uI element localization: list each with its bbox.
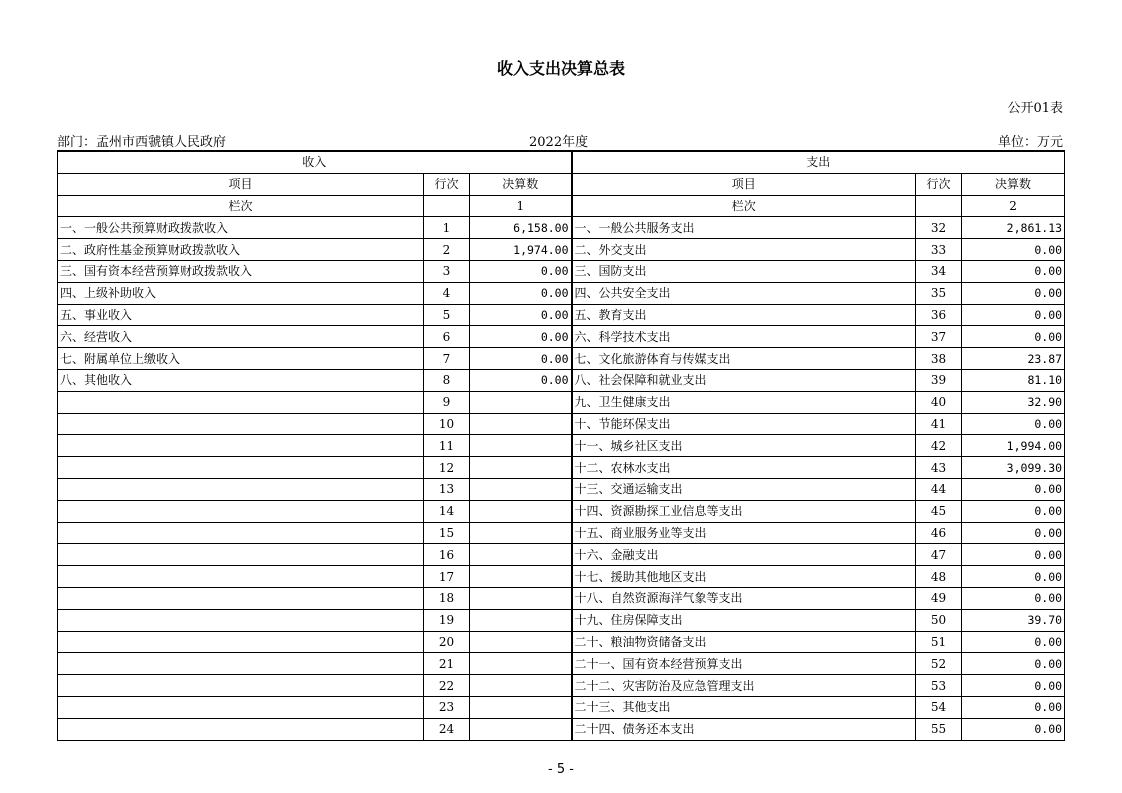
table-row xyxy=(58,217,1065,239)
income-amount xyxy=(470,478,572,500)
income-row-no: 4 xyxy=(424,282,470,304)
expense-row-no: 47 xyxy=(916,544,962,566)
income-row-no: 2 xyxy=(424,239,470,261)
income-row-no: 10 xyxy=(424,413,470,435)
expense-amount: 81.10 xyxy=(962,369,1065,391)
expense-row-no: 37 xyxy=(916,326,962,348)
income-amount xyxy=(470,718,572,740)
expense-item: 二、外交支出 xyxy=(572,239,916,261)
income-amount: 0.00 xyxy=(470,326,572,348)
income-row-no-index xyxy=(424,195,470,217)
income-row-no: 16 xyxy=(424,544,470,566)
expense-item: 十、节能环保支出 xyxy=(572,413,916,435)
income-column-label: 栏次 xyxy=(58,195,424,217)
expense-amount: 32.90 xyxy=(962,391,1065,413)
income-item: 八、其他收入 xyxy=(58,369,424,391)
expense-amount: 0.00 xyxy=(962,631,1065,653)
expense-amount: 0.00 xyxy=(962,696,1065,718)
table-row xyxy=(58,478,1065,500)
expense-amount: 2,861.13 xyxy=(962,217,1065,239)
income-amount: 0.00 xyxy=(470,282,572,304)
expense-item: 二十二、灾害防治及应急管理支出 xyxy=(572,675,916,697)
table-row xyxy=(58,239,1065,261)
table-row xyxy=(58,587,1065,609)
expense-row-no: 50 xyxy=(916,609,962,631)
expense-item: 四、公共安全支出 xyxy=(572,282,916,304)
table-row xyxy=(58,522,1065,544)
income-amount xyxy=(470,522,572,544)
expense-item: 十六、金融支出 xyxy=(572,544,916,566)
expense-item: 一、一般公共服务支出 xyxy=(572,217,916,239)
expense-row-no: 54 xyxy=(916,696,962,718)
expense-amount: 0.00 xyxy=(962,304,1065,326)
income-amount xyxy=(470,544,572,566)
income-row-no: 19 xyxy=(424,609,470,631)
income-amount xyxy=(470,696,572,718)
expense-item: 五、教育支出 xyxy=(572,304,916,326)
income-item: 七、附属单位上缴收入 xyxy=(58,348,424,370)
income-row-no: 11 xyxy=(424,435,470,457)
income-row-no: 5 xyxy=(424,304,470,326)
table-row xyxy=(58,413,1065,435)
column-index-row xyxy=(58,195,1065,217)
income-item xyxy=(58,718,424,740)
income-amount xyxy=(470,457,572,479)
income-header: 收入 xyxy=(58,151,572,173)
income-amount: 0.00 xyxy=(470,260,572,282)
income-item xyxy=(58,544,424,566)
income-amount: 0.00 xyxy=(470,369,572,391)
income-row-no: 7 xyxy=(424,348,470,370)
expense-row-no: 40 xyxy=(916,391,962,413)
income-amount-header: 决算数 xyxy=(470,173,572,195)
income-item: 二、政府性基金预算财政拨款收入 xyxy=(58,239,424,261)
unit-label: 单位：万元 xyxy=(997,135,1063,150)
table-row xyxy=(58,304,1065,326)
expense-row-no: 55 xyxy=(916,718,962,740)
expense-row-no: 49 xyxy=(916,587,962,609)
expense-amount: 23.87 xyxy=(962,348,1065,370)
expense-row-no: 35 xyxy=(916,282,962,304)
income-amount xyxy=(470,413,572,435)
expense-amount: 3,099.30 xyxy=(962,457,1065,479)
expense-item: 七、文化旅游体育与传媒支出 xyxy=(572,348,916,370)
income-row-no: 18 xyxy=(424,587,470,609)
expense-amount: 0.00 xyxy=(962,500,1065,522)
expense-amount: 0.00 xyxy=(962,718,1065,740)
income-row-no: 8 xyxy=(424,369,470,391)
table-row xyxy=(58,260,1065,282)
income-item xyxy=(58,435,424,457)
expense-amount: 0.00 xyxy=(962,522,1065,544)
expense-item: 二十四、债务还本支出 xyxy=(572,718,916,740)
income-item xyxy=(58,522,424,544)
income-amount xyxy=(470,566,572,588)
income-item xyxy=(58,391,424,413)
expense-row-no: 52 xyxy=(916,653,962,675)
expense-row-no: 43 xyxy=(916,457,962,479)
expense-row-no: 42 xyxy=(916,435,962,457)
expense-row-no: 33 xyxy=(916,239,962,261)
expense-row-no: 51 xyxy=(916,631,962,653)
table-row xyxy=(58,631,1065,653)
expense-item: 十五、商业服务业等支出 xyxy=(572,522,916,544)
income-row-no: 12 xyxy=(424,457,470,479)
expense-item: 十八、自然资源海洋气象等支出 xyxy=(572,587,916,609)
expense-item: 十四、资源勘探工业信息等支出 xyxy=(572,500,916,522)
income-amount: 6,158.00 xyxy=(470,217,572,239)
expense-amount: 39.70 xyxy=(962,609,1065,631)
income-row-no: 20 xyxy=(424,631,470,653)
income-amount: 0.00 xyxy=(470,304,572,326)
form-code: 公开01表 xyxy=(1007,101,1063,116)
expense-item: 二十一、国有资本经营预算支出 xyxy=(572,653,916,675)
income-row-no: 6 xyxy=(424,326,470,348)
expense-item: 十九、住房保障支出 xyxy=(572,609,916,631)
expense-item: 九、卫生健康支出 xyxy=(572,391,916,413)
expense-col-index: 2 xyxy=(962,195,1065,217)
income-amount xyxy=(470,391,572,413)
expense-amount: 0.00 xyxy=(962,675,1065,697)
income-item xyxy=(58,587,424,609)
table-row xyxy=(58,718,1065,740)
income-item xyxy=(58,631,424,653)
table-row xyxy=(58,326,1065,348)
income-amount: 1,974.00 xyxy=(470,239,572,261)
table-row xyxy=(58,566,1065,588)
expense-row-no: 53 xyxy=(916,675,962,697)
section-header-row xyxy=(58,151,1065,173)
income-col-index: 1 xyxy=(470,195,572,217)
income-row-no: 17 xyxy=(424,566,470,588)
expense-item-header: 项目 xyxy=(572,173,916,195)
table-row xyxy=(58,369,1065,391)
income-item-header: 项目 xyxy=(58,173,424,195)
income-amount xyxy=(470,631,572,653)
income-amount: 0.00 xyxy=(470,348,572,370)
expense-row-no: 44 xyxy=(916,478,962,500)
expense-item: 十七、援助其他地区支出 xyxy=(572,566,916,588)
income-item xyxy=(58,609,424,631)
expense-amount: 0.00 xyxy=(962,413,1065,435)
income-item xyxy=(58,457,424,479)
table-row xyxy=(58,653,1065,675)
department-label: 部门：孟州市西虢镇人民政府 xyxy=(57,135,227,150)
income-item xyxy=(58,675,424,697)
expense-amount: 0.00 xyxy=(962,478,1065,500)
income-expense-table xyxy=(57,150,1065,741)
expense-row-no: 48 xyxy=(916,566,962,588)
income-row-no: 3 xyxy=(424,260,470,282)
table-row xyxy=(58,435,1065,457)
expense-amount: 0.00 xyxy=(962,653,1065,675)
expense-item: 二十、粮油物资储备支出 xyxy=(572,631,916,653)
expense-amount: 0.00 xyxy=(962,239,1065,261)
expense-item: 三、国防支出 xyxy=(572,260,916,282)
expense-row-no: 32 xyxy=(916,217,962,239)
expense-item: 八、社会保障和就业支出 xyxy=(572,369,916,391)
income-row-no: 1 xyxy=(424,217,470,239)
income-amount xyxy=(470,675,572,697)
income-item xyxy=(58,478,424,500)
income-row-no: 24 xyxy=(424,718,470,740)
table-row xyxy=(58,544,1065,566)
expense-item: 十一、城乡社区支出 xyxy=(572,435,916,457)
expense-item: 十三、交通运输支出 xyxy=(572,478,916,500)
expense-row-no: 36 xyxy=(916,304,962,326)
expense-row-no-header: 行次 xyxy=(916,173,962,195)
income-amount xyxy=(470,609,572,631)
income-item xyxy=(58,413,424,435)
expense-row-no: 41 xyxy=(916,413,962,435)
column-header-row xyxy=(58,173,1065,195)
income-row-no-header: 行次 xyxy=(424,173,470,195)
expense-item: 十二、农林水支出 xyxy=(572,457,916,479)
expense-amount: 0.00 xyxy=(962,282,1065,304)
income-row-no: 15 xyxy=(424,522,470,544)
expense-amount-header: 决算数 xyxy=(962,173,1065,195)
income-row-no: 23 xyxy=(424,696,470,718)
table-row xyxy=(58,675,1065,697)
table-row xyxy=(58,391,1065,413)
table-row xyxy=(58,696,1065,718)
income-item: 四、上级补助收入 xyxy=(58,282,424,304)
expense-item: 六、科学技术支出 xyxy=(572,326,916,348)
income-row-no: 9 xyxy=(424,391,470,413)
expense-amount: 0.00 xyxy=(962,566,1065,588)
expense-column-label: 栏次 xyxy=(572,195,916,217)
table-row xyxy=(58,609,1065,631)
report-title: 收入支出决算总表 xyxy=(496,59,625,78)
income-amount xyxy=(470,500,572,522)
expense-row-no-index xyxy=(916,195,962,217)
income-row-no: 13 xyxy=(424,478,470,500)
income-item: 五、事业收入 xyxy=(58,304,424,326)
income-item: 六、经营收入 xyxy=(58,326,424,348)
expense-row-no: 34 xyxy=(916,260,962,282)
income-item: 一、一般公共预算财政拨款收入 xyxy=(58,217,424,239)
income-item xyxy=(58,500,424,522)
income-amount xyxy=(470,653,572,675)
expense-row-no: 46 xyxy=(916,522,962,544)
table-row xyxy=(58,282,1065,304)
expense-item: 二十三、其他支出 xyxy=(572,696,916,718)
table-row xyxy=(58,457,1065,479)
expense-row-no: 38 xyxy=(916,348,962,370)
income-item xyxy=(58,696,424,718)
fiscal-year: 2022年度 xyxy=(529,135,589,150)
income-amount xyxy=(470,435,572,457)
expense-amount: 0.00 xyxy=(962,260,1065,282)
expense-header: 支出 xyxy=(572,151,1065,173)
income-row-no: 14 xyxy=(424,500,470,522)
expense-row-no: 39 xyxy=(916,369,962,391)
table-row xyxy=(58,500,1065,522)
expense-row-no: 45 xyxy=(916,500,962,522)
expense-amount: 0.00 xyxy=(962,587,1065,609)
table-row xyxy=(58,348,1065,370)
income-amount xyxy=(470,587,572,609)
income-item xyxy=(58,653,424,675)
income-row-no: 21 xyxy=(424,653,470,675)
income-item xyxy=(58,566,424,588)
page-number: - 5 - xyxy=(548,762,574,777)
expense-amount: 0.00 xyxy=(962,326,1065,348)
income-item: 三、国有资本经营预算财政拨款收入 xyxy=(58,260,424,282)
expense-amount: 1,994.00 xyxy=(962,435,1065,457)
report-meta xyxy=(57,131,1063,149)
income-row-no: 22 xyxy=(424,675,470,697)
expense-amount: 0.00 xyxy=(962,544,1065,566)
